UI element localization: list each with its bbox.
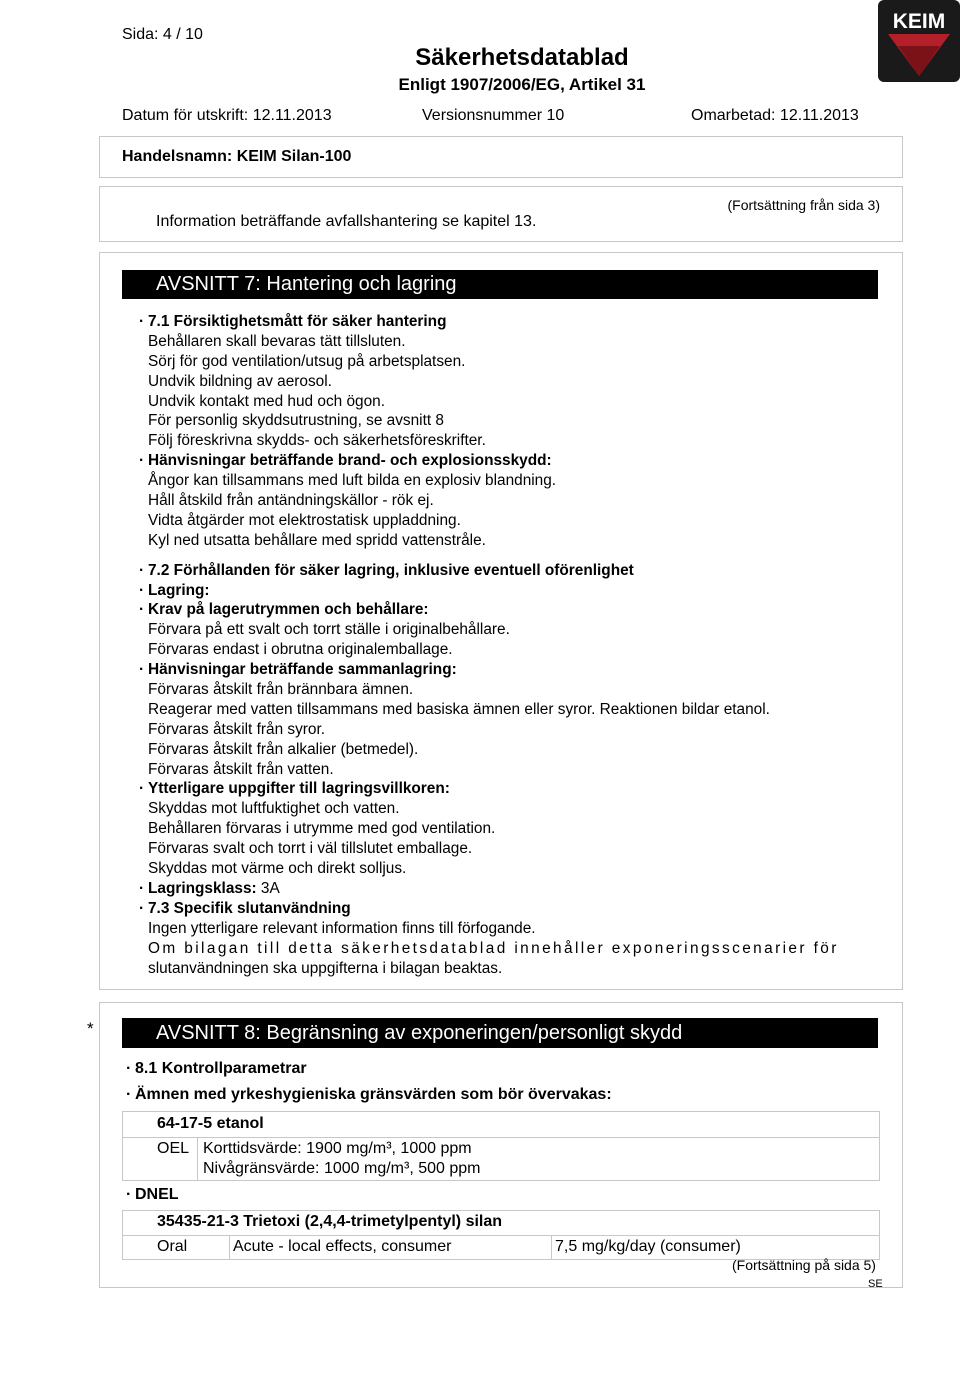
section-7-text: Behållaren förvaras i utrymme med god ventilation. (148, 820, 496, 838)
change-marker: * (87, 1019, 94, 1038)
ethanol-table (122, 1111, 880, 1181)
product-name-box (99, 136, 903, 178)
section-7-text: Ingen ytterligare relevant information finns till förfogande. (148, 919, 536, 937)
control-params-heading: · 8.1 Kontrollparametrar (126, 1060, 307, 1077)
waste-info: Information beträffande avfallshantering se kapitel 13. (156, 213, 537, 230)
silane-effect: Acute - local effects, consumer (233, 1238, 452, 1255)
section-7-text: Vidta åtgärder mot elektrostatisk uppladdning. (148, 511, 461, 529)
silane-route: Oral (157, 1238, 188, 1255)
section-7-text: Förvaras endast i obrutna originalemballage. (148, 641, 453, 659)
section-7-text: Ångor kan tillsammans med luft bilda en explosiv blandning. (148, 472, 557, 490)
section-7-lines (139, 312, 839, 978)
section-7-text: Sörj för god ventilation/utsug på arbetsplatsen. (148, 352, 466, 370)
page-number: Sida: 4 / 10 (122, 26, 203, 43)
section-7 (99, 252, 903, 990)
ethanol-oel-label: OEL (157, 1140, 190, 1157)
section-7-subheading: · Ytterligare uppgifter till lagringsvillkoren: (139, 780, 450, 798)
section-7-text: Reagerar med vatten tillsammans med basiska ämnen eller syror. Reaktionen bildar etanol. (148, 700, 770, 718)
section-7-text: För personlig skyddsutrustning, se avsnitt 8 (148, 412, 444, 430)
dnel-heading: · DNEL (126, 1186, 179, 1203)
section-7-text: Undvik kontakt med hud och ögon. (148, 392, 385, 410)
section-7-text: Skyddas mot luftfuktighet och vatten. (148, 800, 400, 818)
section-7-text: Förvaras åtskilt från syror. (148, 720, 326, 738)
section-7-text: Håll åtskild från antändningskällor - rök ej. (148, 492, 434, 510)
ethanol-level: Nivågränsvärde: 1000 mg/m³, 500 ppm (203, 1160, 481, 1177)
ethanol-name: 64-17-5 etanol (157, 1115, 264, 1132)
section-8 (99, 1002, 903, 1288)
document-subtitle: Enligt 1907/2006/EG, Artikel 31 (398, 75, 646, 94)
section-7-text: Behållaren skall bevaras tätt tillsluten. (148, 332, 406, 350)
section-7-text: Förvaras åtskilt från alkalier (betmedel). (148, 740, 419, 758)
continuation-box (99, 186, 903, 242)
section-7-title: AVSNITT 7: Hantering och lagring (122, 270, 878, 299)
silane-value: 7,5 mg/kg/day (consumer) (555, 1238, 741, 1255)
logo-text: KEIM (892, 10, 946, 33)
section-7-text: Om bilagan till detta säkerhetsdatablad innehåller exponeringsscenarier för (148, 939, 839, 957)
language-code: SE (868, 1278, 883, 1290)
section-8-title: AVSNITT 8: Begränsning av exponeringen/personligt skydd (122, 1018, 878, 1048)
version-number: Versionsnummer 10 (422, 107, 565, 124)
section-7-text: Förvaras åtskilt från brännbara ämnen. (148, 681, 414, 699)
section-7-subheading: · Hänvisningar beträffande sammanlagring: (139, 661, 457, 679)
section-7-text: Förvaras svalt och torrt i väl tillslutet emballage. (148, 840, 473, 858)
revised-date: Omarbetad: 12.11.2013 (691, 107, 859, 124)
section-7-subheading: · 7.1 Försiktighetsmått för säker hantering (139, 313, 447, 330)
section-7-text: Kyl ned utsatta behållare med spridd vattenstråle. (148, 531, 486, 549)
print-date: Datum för utskrift: 12.11.2013 (122, 107, 332, 124)
section-7-subheading: · 7.3 Specifik slutanvändning (139, 899, 351, 917)
continued-from: (Fortsättning från sida 3) (727, 197, 880, 213)
silane-name: 35435-21-3 Trietoxi (2,4,4-trimetylpentyl) silan (157, 1213, 503, 1230)
section-7-text: Förvaras åtskilt från vatten. (148, 760, 334, 778)
section-7-text: Skyddas mot värme och direkt solljus. (148, 860, 407, 878)
section-7-text: Förvara på ett svalt och torrt ställe i originalbehållare. (148, 621, 510, 639)
section-7-text: slutanvändningen ska uppgifterna i bilagan beaktas. (148, 959, 503, 977)
section-7-subheading: · Lagring: (139, 581, 210, 599)
section-7-subheading: · Hänvisningar beträffande brand- och explosionsskydd: (139, 452, 552, 470)
section-7-subheading: · Lagringsklass: 3A (139, 879, 280, 897)
continued-on: (Fortsättning på sida 5) (732, 1257, 876, 1273)
section-7-text: Undvik bildning av aerosol. (148, 372, 332, 390)
section-7-text: Följ föreskrivna skydds- och säkerhetsföreskrifter. (148, 432, 486, 450)
product-name: Handelsnamn: KEIM Silan-100 (122, 148, 352, 165)
silane-table (122, 1210, 880, 1260)
section-7-subheading: · 7.2 Förhållanden för säker lagring, inklusive eventuell oförenlighet (139, 561, 634, 579)
ethanol-short-term: Korttidsvärde: 1900 mg/m³, 1000 ppm (203, 1140, 472, 1157)
keim-logo (878, 0, 960, 82)
substances-heading: · Ämnen med yrkeshygieniska gränsvärden som bör övervakas: (126, 1086, 612, 1103)
section-7-subheading: · Krav på lagerutrymmen och behållare: (139, 601, 429, 619)
document-title: Säkerhetsdatablad (415, 44, 629, 71)
